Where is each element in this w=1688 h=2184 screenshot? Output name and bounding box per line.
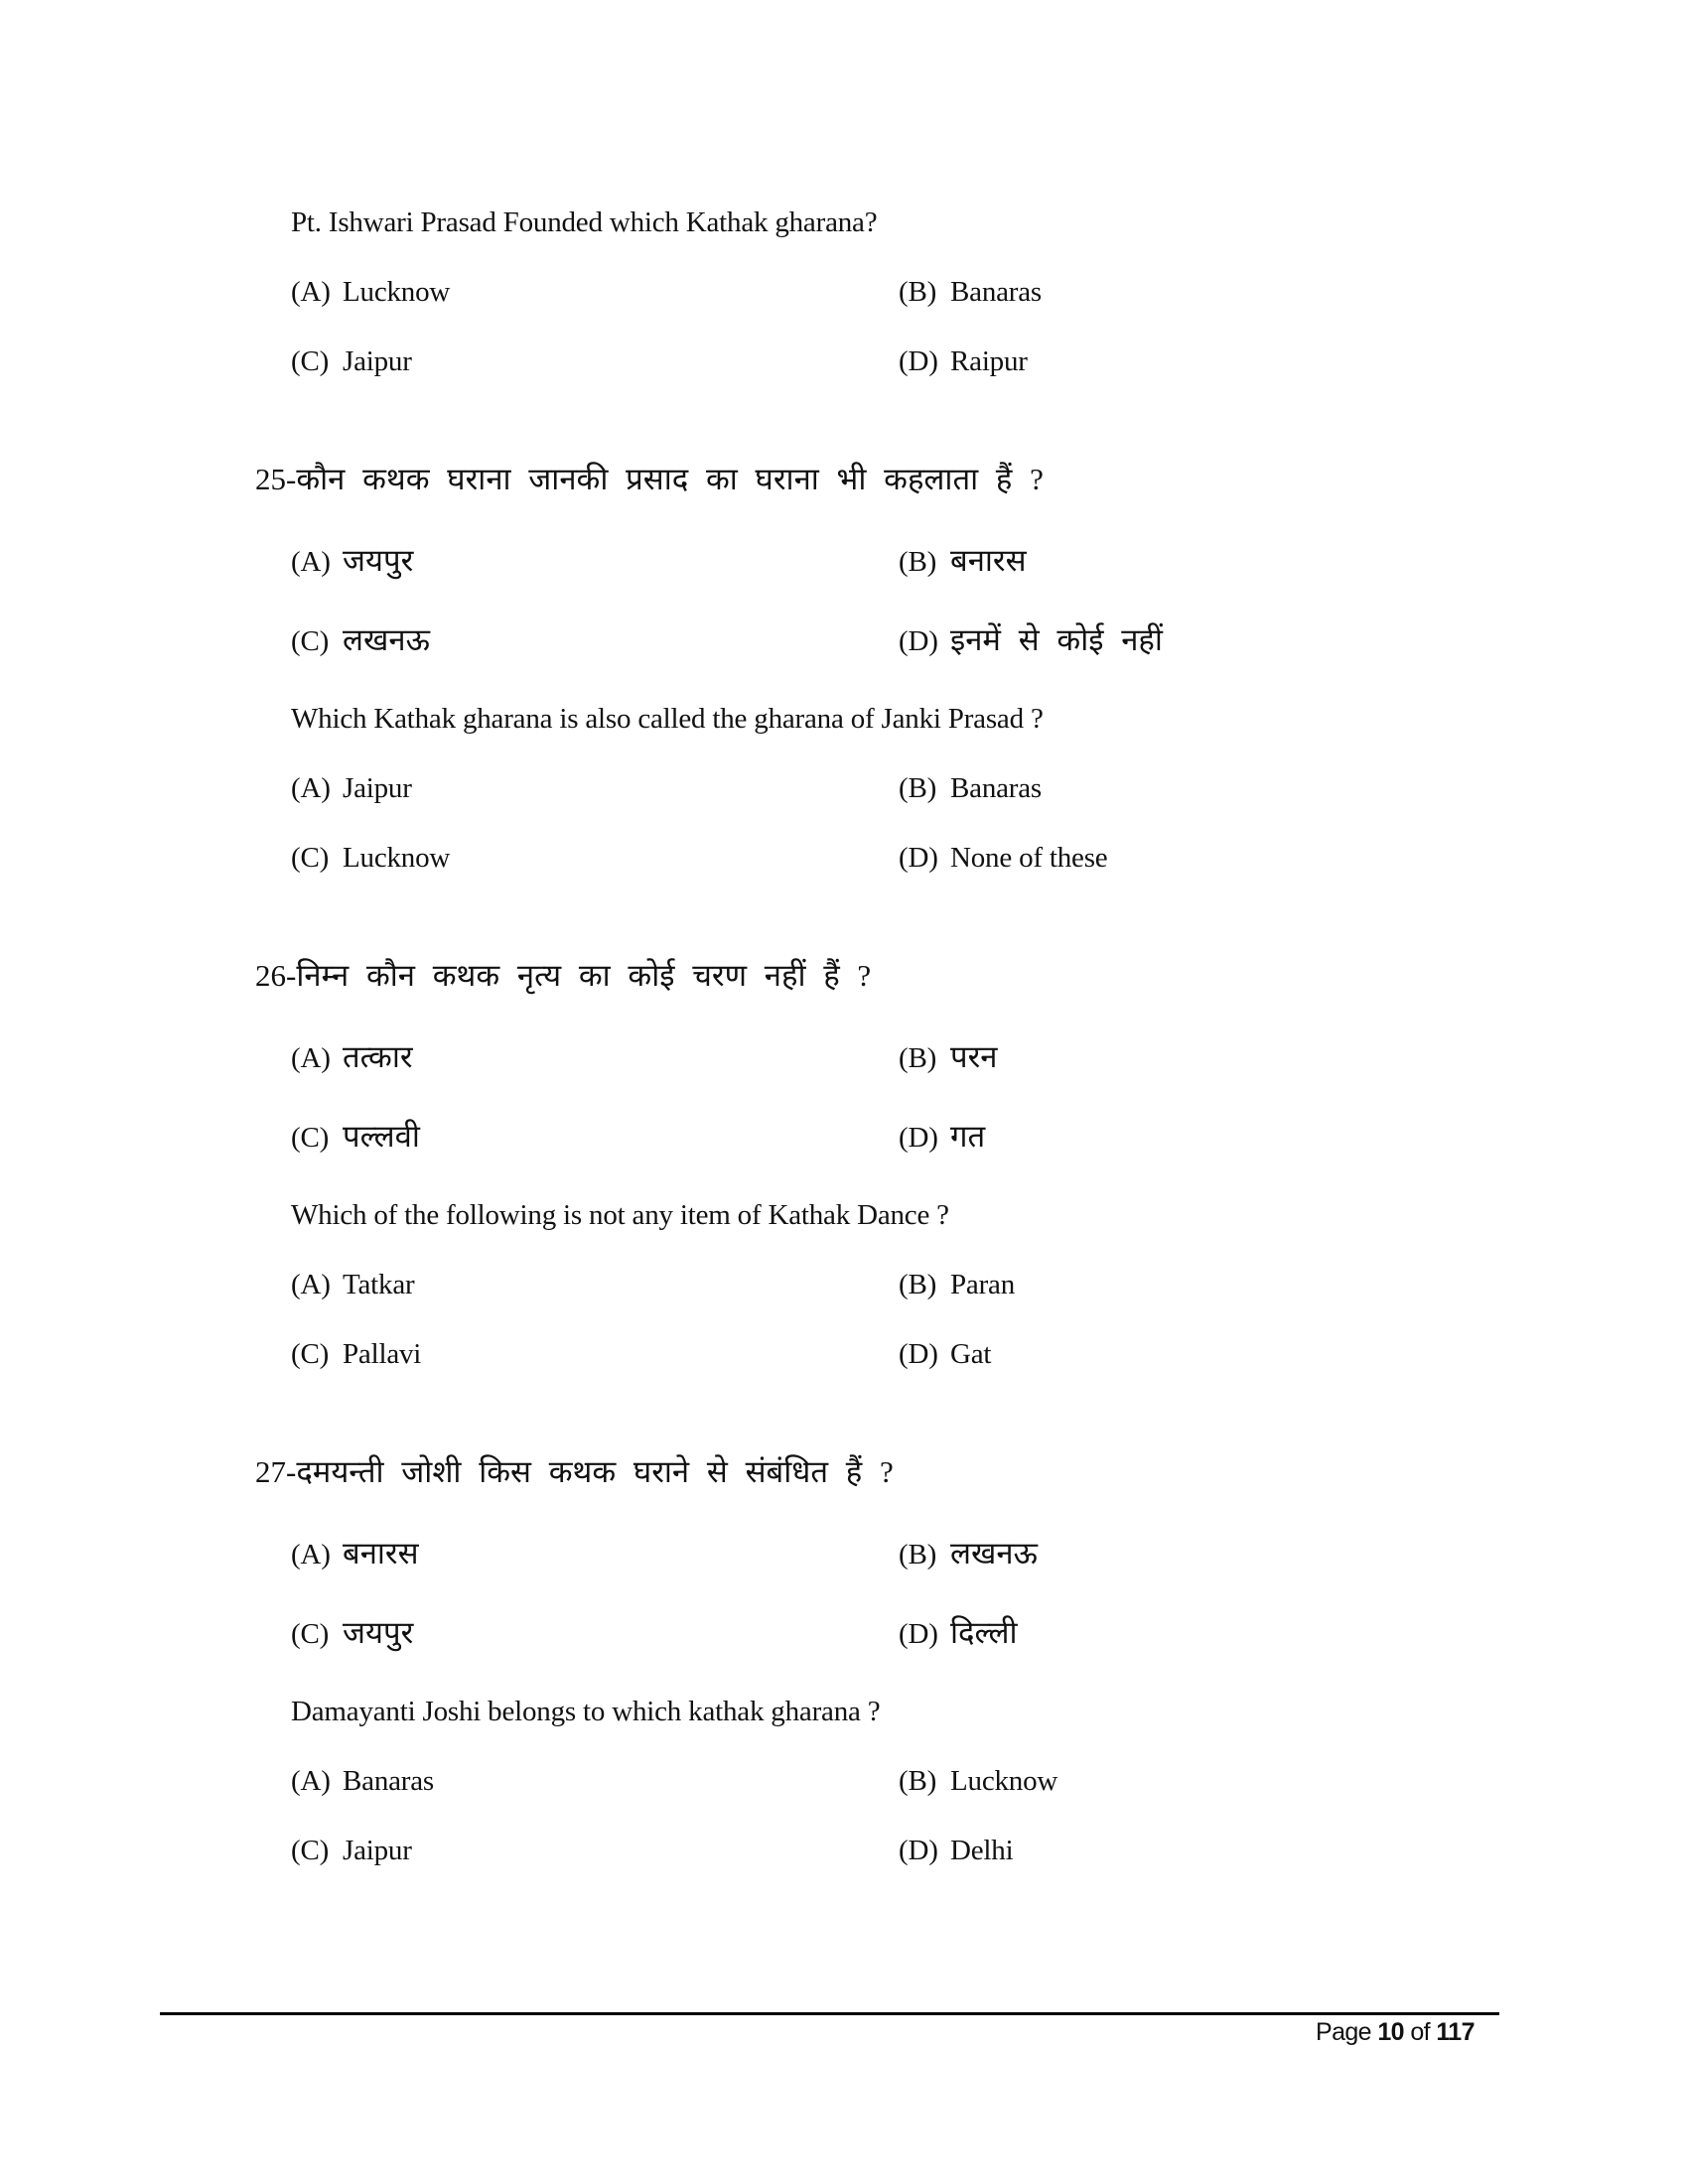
question-26-hindi-text: 26-निम्न कौन कथक नृत्य का कोई चरण नहीं हैं ? <box>255 958 872 993</box>
question-25-hindi-option-d: (D) इनमें से कोई नहीं <box>899 622 1163 657</box>
question-27-hindi-option-a: (A) बनारस <box>291 1536 419 1570</box>
question-25-english-option-b: (B) Banaras <box>899 772 1043 804</box>
question-26-english-option-d: (D) Gat <box>899 1338 992 1370</box>
question-26-hindi-option-d: (D) गत <box>899 1119 986 1154</box>
question-24-english-text: Pt. Ishwari Prasad Founded which Kathak gharana? <box>291 206 878 238</box>
question-24-english-option-d: (D) Raipur <box>899 345 1028 377</box>
question-25-hindi-option-c: (C) लखनऊ <box>291 622 430 657</box>
question-26-hindi-option-c: (C) पल्लवी <box>291 1119 420 1154</box>
question-27-english-option-c: (C) Jaipur <box>291 1835 412 1866</box>
question-27-hindi-option-c: (C) जयपुर <box>291 1615 414 1650</box>
question-25-hindi-option-a: (A) जयपुर <box>291 543 414 578</box>
question-25-english-option-c: (C) Lucknow <box>291 842 451 874</box>
question-26-english-option-b: (B) Paran <box>899 1269 1016 1300</box>
question-27-english-text: Damayanti Joshi belongs to which kathak gharana ? <box>291 1696 881 1727</box>
question-27-hindi-option-d: (D) दिल्ली <box>899 1615 1018 1650</box>
question-24-english-option-a: (A) Lucknow <box>291 276 451 308</box>
question-26-hindi-option-b: (B) परन <box>899 1039 998 1074</box>
page-number: Page 10 of 117 <box>1316 2018 1475 2046</box>
question-24-english-option-c: (C) Jaipur <box>291 345 412 377</box>
question-25-english-text: Which Kathak gharana is also called the gharana of Janki Prasad ? <box>291 703 1044 735</box>
question-26-english-text: Which of the following is not any item of Kathak Dance ? <box>291 1199 949 1231</box>
question-27-english-option-b: (B) Lucknow <box>899 1765 1058 1797</box>
question-27-hindi-option-b: (B) लखनऊ <box>899 1536 1038 1570</box>
question-26-english-option-c: (C) Pallavi <box>291 1338 422 1370</box>
question-24-english-option-b: (B) Banaras <box>899 276 1043 308</box>
question-27-english-option-a: (A) Banaras <box>291 1765 435 1797</box>
question-25-hindi-text: 25-कौन कथक घराना जानकी प्रसाद का घराना भी कहलाता हैं ? <box>255 462 1044 496</box>
question-26-english-option-a: (A) Tatkar <box>291 1269 415 1300</box>
question-25-hindi-option-b: (B) बनारस <box>899 543 1027 578</box>
question-26-hindi-option-a: (A) तत्कार <box>291 1039 413 1074</box>
footer-divider <box>160 2012 1499 2015</box>
question-27-hindi-text: 27-दमयन्ती जोशी किस कथक घराने से संबंधित हैं ? <box>255 1454 894 1489</box>
total-pages: 117 <box>1436 2018 1475 2046</box>
current-page: 10 <box>1377 2018 1404 2046</box>
question-25-english-option-a: (A) Jaipur <box>291 772 412 804</box>
question-25-english-option-d: (D) None of these <box>899 842 1108 874</box>
question-27-english-option-d: (D) Delhi <box>899 1835 1014 1866</box>
